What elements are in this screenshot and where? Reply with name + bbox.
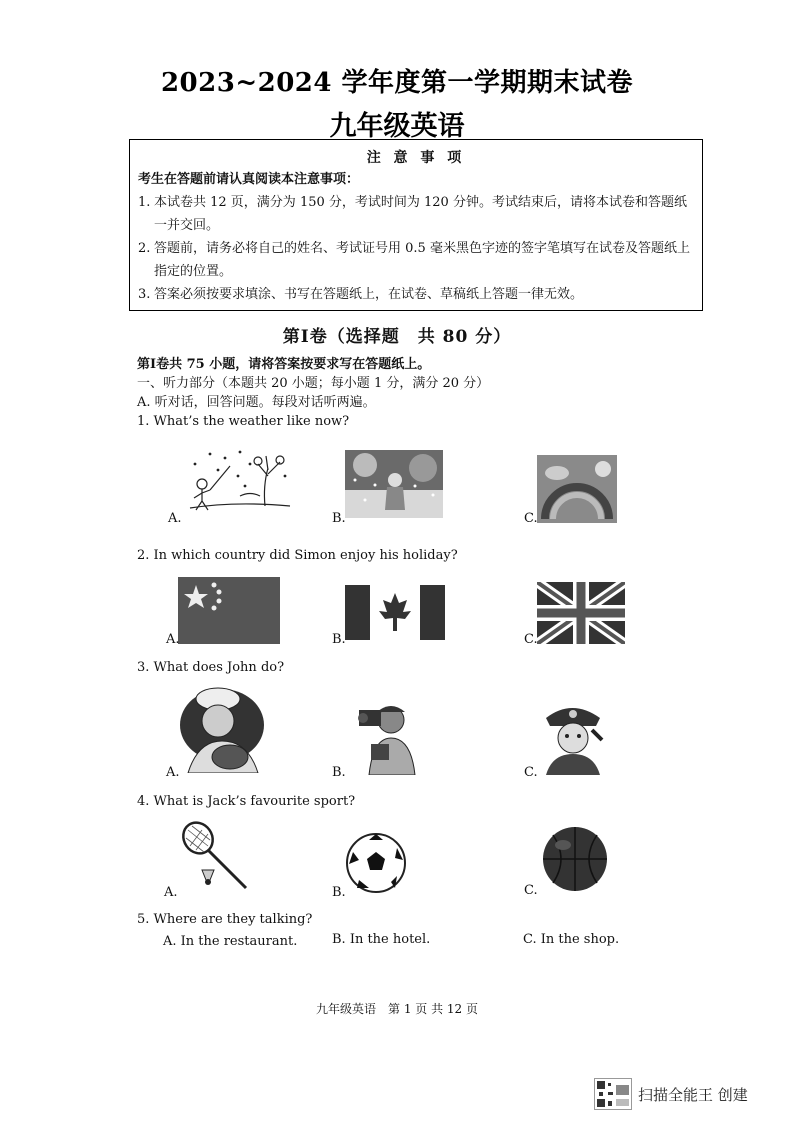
option-b: B. In the hotel. — [332, 932, 431, 947]
china-flag-icon — [178, 577, 280, 644]
scanner-watermark — [594, 1078, 748, 1110]
option-b: B. — [332, 632, 346, 647]
option-b: B. — [332, 885, 346, 900]
notice-item — [138, 191, 694, 237]
page-footer: 九年级英语 第 1 页 共 12 页 — [316, 1002, 478, 1016]
notice-box — [129, 139, 703, 311]
option-a: A. — [164, 885, 178, 900]
rainbow-icon — [537, 455, 617, 523]
snow-scene-icon — [345, 450, 443, 518]
question-5: 5. Where are they talking? — [137, 912, 313, 927]
option-c: C. — [524, 765, 538, 780]
watermark-text: 扫描全能王 创建 — [638, 1085, 748, 1104]
option-c: C. In the shop. — [523, 932, 620, 947]
chef-icon — [178, 685, 266, 773]
notice-item-num: 1. — [138, 195, 151, 210]
soccer-ball-icon — [345, 832, 407, 894]
notice-item — [138, 237, 694, 283]
notice-item-text: 本试卷共 12 页，满分为 150 分，考试时间为 120 分钟。考试结束后，请将本试卷和答题纸一并交回。 — [154, 195, 687, 233]
question-4: 4. What is Jack’s favourite sport? — [137, 794, 356, 809]
notice-item-text: 答题前，请务必将自己的姓名、考试证号用 0.5 毫米黑色字迹的签字笔填写在试卷及答题纸上指定的位置。 — [154, 241, 690, 279]
option-c: C. — [524, 511, 538, 526]
canada-flag-icon — [345, 585, 445, 640]
notice-item-num: 3. — [138, 287, 151, 302]
question-2: 2. In which country did Simon enjoy his holiday? — [137, 548, 458, 563]
exam-subtitle: 九年级英语 — [329, 111, 465, 142]
notice-intro: 考生在答题前请认真阅读本注意事项： — [138, 172, 360, 187]
option-b: B. — [332, 511, 346, 526]
option-b: B. — [332, 765, 346, 780]
option-c: C. — [524, 632, 538, 647]
badminton-racket-icon — [180, 820, 250, 890]
snowy-weather-icon — [180, 446, 295, 516]
option-a: A. — [168, 511, 182, 526]
notice-item — [138, 283, 694, 306]
sub-heading: A. 听对话，回答问题。每段对话听两遍。 — [137, 395, 376, 410]
option-c: C. — [524, 883, 538, 898]
question-3: 3. What does John do? — [137, 660, 285, 675]
basketball-icon — [541, 825, 609, 893]
question-1: 1. What’s the weather like now? — [137, 414, 350, 429]
exam-title: 2023~2024 学年度第一学期期末试卷 — [160, 68, 634, 98]
option-a: A. — [166, 765, 180, 780]
cameraman-icon — [355, 700, 417, 775]
police-officer-icon — [540, 700, 605, 775]
section-instruction: 第Ⅰ卷共 75 小题，请将答案按要求写在答题纸上。 — [137, 357, 431, 372]
uk-flag-icon — [537, 582, 625, 644]
option-a: A. — [166, 632, 180, 647]
qr-code-icon — [594, 1078, 632, 1110]
section-title: 第Ⅰ卷（选择题 共 80 分） — [282, 327, 512, 347]
option-a: A. In the restaurant. — [163, 934, 298, 949]
notice-heading: 注 意 事 项 — [366, 150, 466, 166]
notice-item-text: 答案必须按要求填涂、书写在答题纸上，在试卷、草稿纸上答题一律无效。 — [154, 287, 584, 302]
part-heading: 一、听力部分（本题共 20 小题；每小题 1 分，满分 20 分） — [137, 376, 490, 391]
notice-item-num: 2. — [138, 241, 151, 256]
